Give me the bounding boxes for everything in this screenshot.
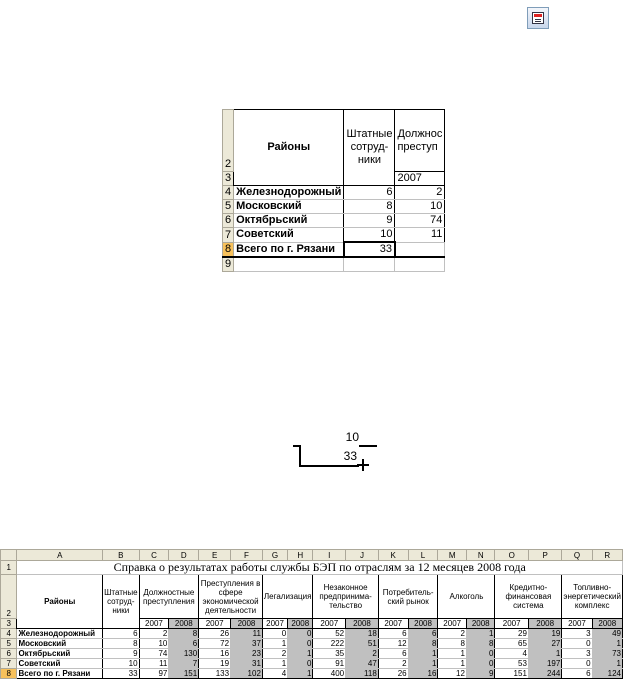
column-header-n[interactable]: N [466,550,495,561]
header-posts: Должнос преступ [395,110,445,172]
row-header[interactable]: 3 [1,619,17,629]
total-label[interactable]: Всего по г. Рязани [17,669,103,679]
value-cell[interactable]: 12 [378,639,408,649]
cell-value-above: 10 [345,430,359,444]
year-2007-cell: 2007 [199,619,231,629]
year-2008-cell: 2008 [288,619,313,629]
value-cell[interactable]: 19 [528,629,561,639]
value-cell[interactable]: 130 [169,649,199,659]
value-cell[interactable]: 8 [438,639,467,649]
column-header-j[interactable]: J [346,550,379,561]
value-cell[interactable]: 0 [288,629,313,639]
header-district: Районы [234,110,344,186]
value-cell[interactable]: 35 [313,649,346,659]
sheet-title: Справка о результатах работы службы БЭП по отраслям за 12 месяцев 2008 года [17,561,623,575]
value-cell[interactable]: 2 [346,649,379,659]
value-cell[interactable]: 1 [438,659,467,669]
value-cell[interactable]: 51 [346,639,379,649]
column-header-r[interactable]: R [592,550,622,561]
value-cell[interactable]: 3 [562,629,592,639]
empty-cell[interactable] [344,257,395,272]
district-name[interactable]: Октябрьский [234,214,344,228]
header-staff: Штатные сотруд-ники [344,110,395,186]
value-cell[interactable]: 9 [466,669,495,679]
fragment-table [222,109,445,272]
row-header[interactable]: 4 [1,629,17,639]
row-header[interactable]: 8 [223,242,234,257]
value-cell[interactable]: 31 [231,659,263,669]
staff-cell[interactable]: 6 [103,629,139,639]
value-cell[interactable]: 400 [313,669,346,679]
staff-cell[interactable]: 9 [103,649,139,659]
value-cell[interactable]: 26 [199,629,231,639]
value-cell[interactable]: 29 [495,629,528,639]
year-2007-cell: 2007 [438,619,467,629]
value-cell[interactable]: 1 [408,649,438,659]
staff-cell[interactable]: 33 [103,669,139,679]
value-cell[interactable]: 74 [395,214,445,228]
value-cell[interactable]: 1 [262,659,287,669]
row-header[interactable]: 7 [223,228,234,243]
district-name[interactable]: Советский [17,659,103,669]
value-cell[interactable]: 0 [288,639,313,649]
row-header[interactable]: 5 [223,200,234,214]
value-cell[interactable]: 1 [466,629,495,639]
header-district: Районы [17,575,103,629]
value-cell[interactable]: 4 [495,649,528,659]
value-cell[interactable]: 6 [408,629,438,639]
year-2007-cell: 2007 [562,619,592,629]
staff-cell[interactable]: 6 [344,186,395,200]
district-name[interactable]: Железнодорожный [17,629,103,639]
value-cell[interactable]: 1 [262,639,287,649]
value-cell[interactable]: 53 [495,659,528,669]
value-cell[interactable]: 0 [262,629,287,639]
value-cell[interactable]: 47 [346,659,379,669]
value-cell[interactable]: 2 [395,186,445,200]
value-cell[interactable]: 6 [378,629,408,639]
value-cell[interactable]: 0 [288,659,313,669]
value-cell[interactable]: 91 [313,659,346,669]
corner-cell[interactable] [1,550,17,561]
row-header[interactable]: 3 [223,172,234,186]
value-cell[interactable]: 16 [199,649,231,659]
column-header-m[interactable]: M [438,550,467,561]
header-group: Преступления в сфере экономической деятельности [199,575,263,619]
value-cell[interactable]: 244 [528,669,561,679]
window-restore-icon[interactable] [527,7,549,29]
value-cell[interactable]: 1 [592,639,622,649]
value-cell[interactable]: 1 [408,659,438,669]
row-header[interactable]: 8 [1,669,17,679]
value-cell[interactable]: 72 [199,639,231,649]
header-group: Алкоголь [438,575,495,619]
row-header[interactable]: 6 [223,214,234,228]
total-label[interactable]: Всего по г. Рязани [234,242,344,257]
empty-cell[interactable] [395,257,445,272]
district-name[interactable]: Московский [234,200,344,214]
value-cell[interactable]: 52 [313,629,346,639]
value-cell[interactable]: 26 [378,669,408,679]
year-2008-cell: 2008 [466,619,495,629]
year-2008-cell: 2008 [346,619,379,629]
staff-cell[interactable]: 10 [344,228,395,243]
value-cell[interactable]: 2 [262,649,287,659]
zoomed-sheet-fragment [222,109,445,270]
value-cell[interactable]: 73 [592,649,622,659]
value-cell[interactable]: 0 [562,639,592,649]
header-group: Незаконное предпринима-тельство [313,575,378,619]
value-cell[interactable]: 222 [313,639,346,649]
value-cell[interactable]: 97 [139,669,169,679]
value-cell[interactable]: 102 [231,669,263,679]
value-cell[interactable]: 6 [169,639,199,649]
year-2007-cell: 2007 [378,619,408,629]
empty-cell[interactable] [395,242,445,257]
fill-handle-cross-icon[interactable] [357,459,369,471]
value-cell[interactable]: 133 [199,669,231,679]
year-2007-cell: 2007 [495,619,528,629]
staff-cell[interactable]: 10 [103,659,139,669]
header-group: Потребитель-ский рынок [378,575,438,619]
value-cell[interactable]: 37 [231,639,263,649]
value-cell[interactable]: 11 [139,659,169,669]
column-header-i[interactable]: I [313,550,346,561]
value-cell[interactable]: 1 [288,649,313,659]
header-group: Кредитно-финансовая система [495,575,562,619]
sheet-table [0,549,623,679]
row-header[interactable]: 6 [1,649,17,659]
value-cell[interactable]: 1 [438,649,467,659]
cell-value: 33 [343,449,357,463]
value-cell[interactable]: 3 [562,649,592,659]
year-cell: 2007 [395,172,445,186]
year-2007-cell: 2007 [313,619,346,629]
column-header-k[interactable]: K [378,550,408,561]
value-cell[interactable]: 2 [438,629,467,639]
year-2007-cell: 2007 [139,619,169,629]
district-name[interactable]: Октябрьский [17,649,103,659]
header-group: Топливно-энергетический комплекс [562,575,623,619]
column-header-e[interactable]: E [199,550,231,561]
district-name[interactable]: Железнодорожный [234,186,344,200]
value-cell[interactable]: 1 [528,649,561,659]
column-header-d[interactable]: D [169,550,199,561]
value-cell[interactable]: 7 [169,659,199,669]
value-cell[interactable]: 8 [466,639,495,649]
value-cell[interactable]: 151 [495,669,528,679]
row-header[interactable]: 1 [1,561,17,575]
value-cell[interactable]: 74 [139,649,169,659]
header-staff: Штатные сотруд-ники [103,575,139,629]
value-cell[interactable]: 151 [169,669,199,679]
value-cell[interactable]: 0 [466,659,495,669]
value-cell[interactable]: 6 [378,649,408,659]
value-cell[interactable]: 8 [169,629,199,639]
value-cell[interactable]: 12 [438,669,467,679]
column-header-f[interactable]: F [231,550,263,561]
value-cell[interactable]: 65 [495,639,528,649]
staff-cell[interactable]: 8 [344,200,395,214]
district-name[interactable]: Московский [17,639,103,649]
row-header[interactable]: 7 [1,659,17,669]
column-header-o[interactable]: O [495,550,528,561]
value-cell[interactable]: 1 [288,669,313,679]
year-2007-cell: 2007 [262,619,287,629]
column-header-h[interactable]: H [288,550,313,561]
column-header-a[interactable]: A [17,550,103,561]
row-header[interactable]: 5 [1,639,17,649]
value-cell[interactable]: 197 [528,659,561,669]
value-cell[interactable]: 16 [408,669,438,679]
value-cell[interactable]: 0 [562,659,592,669]
staff-cell[interactable]: 9 [344,214,395,228]
value-cell[interactable]: 2 [378,659,408,669]
value-cell[interactable]: 4 [262,669,287,679]
value-cell[interactable]: 11 [231,629,263,639]
value-cell[interactable]: 49 [592,629,622,639]
header-group: Должностные преступления [139,575,199,619]
value-cell[interactable]: 10 [139,639,169,649]
total-staff-cell[interactable]: 33 [344,242,395,257]
value-cell[interactable]: 1 [592,659,622,669]
value-cell[interactable]: 19 [199,659,231,669]
district-name[interactable]: Советский [234,228,344,243]
empty-cell[interactable] [234,257,344,272]
column-header-l[interactable]: L [408,550,438,561]
fill-handle-zoom [293,430,377,477]
value-cell[interactable]: 23 [231,649,263,659]
year-2008-cell: 2008 [408,619,438,629]
row-header[interactable]: 4 [223,186,234,200]
value-cell[interactable]: 124 [592,669,622,679]
year-2008-cell: 2008 [592,619,622,629]
header-group: Легализация [262,575,313,619]
year-2008-cell: 2008 [231,619,263,629]
value-cell[interactable]: 2 [139,629,169,639]
column-header-c[interactable]: C [139,550,169,561]
staff-cell[interactable]: 8 [103,639,139,649]
value-cell[interactable]: 18 [346,629,379,639]
year-2008-cell: 2008 [169,619,199,629]
value-cell[interactable]: 118 [346,669,379,679]
row-header[interactable]: 2 [1,575,17,619]
spreadsheet [0,549,623,687]
value-cell[interactable]: 6 [562,669,592,679]
column-header-g[interactable]: G [262,550,287,561]
value-cell[interactable]: 8 [408,639,438,649]
column-header-p[interactable]: P [528,550,561,561]
row-header[interactable]: 2 [223,110,234,172]
row-header[interactable]: 9 [223,257,234,272]
value-cell[interactable]: 11 [395,228,445,243]
year-2008-cell: 2008 [528,619,561,629]
value-cell[interactable]: 27 [528,639,561,649]
column-header-b[interactable]: B [103,550,139,561]
value-cell[interactable]: 0 [466,649,495,659]
column-header-q[interactable]: Q [562,550,592,561]
value-cell[interactable]: 10 [395,200,445,214]
